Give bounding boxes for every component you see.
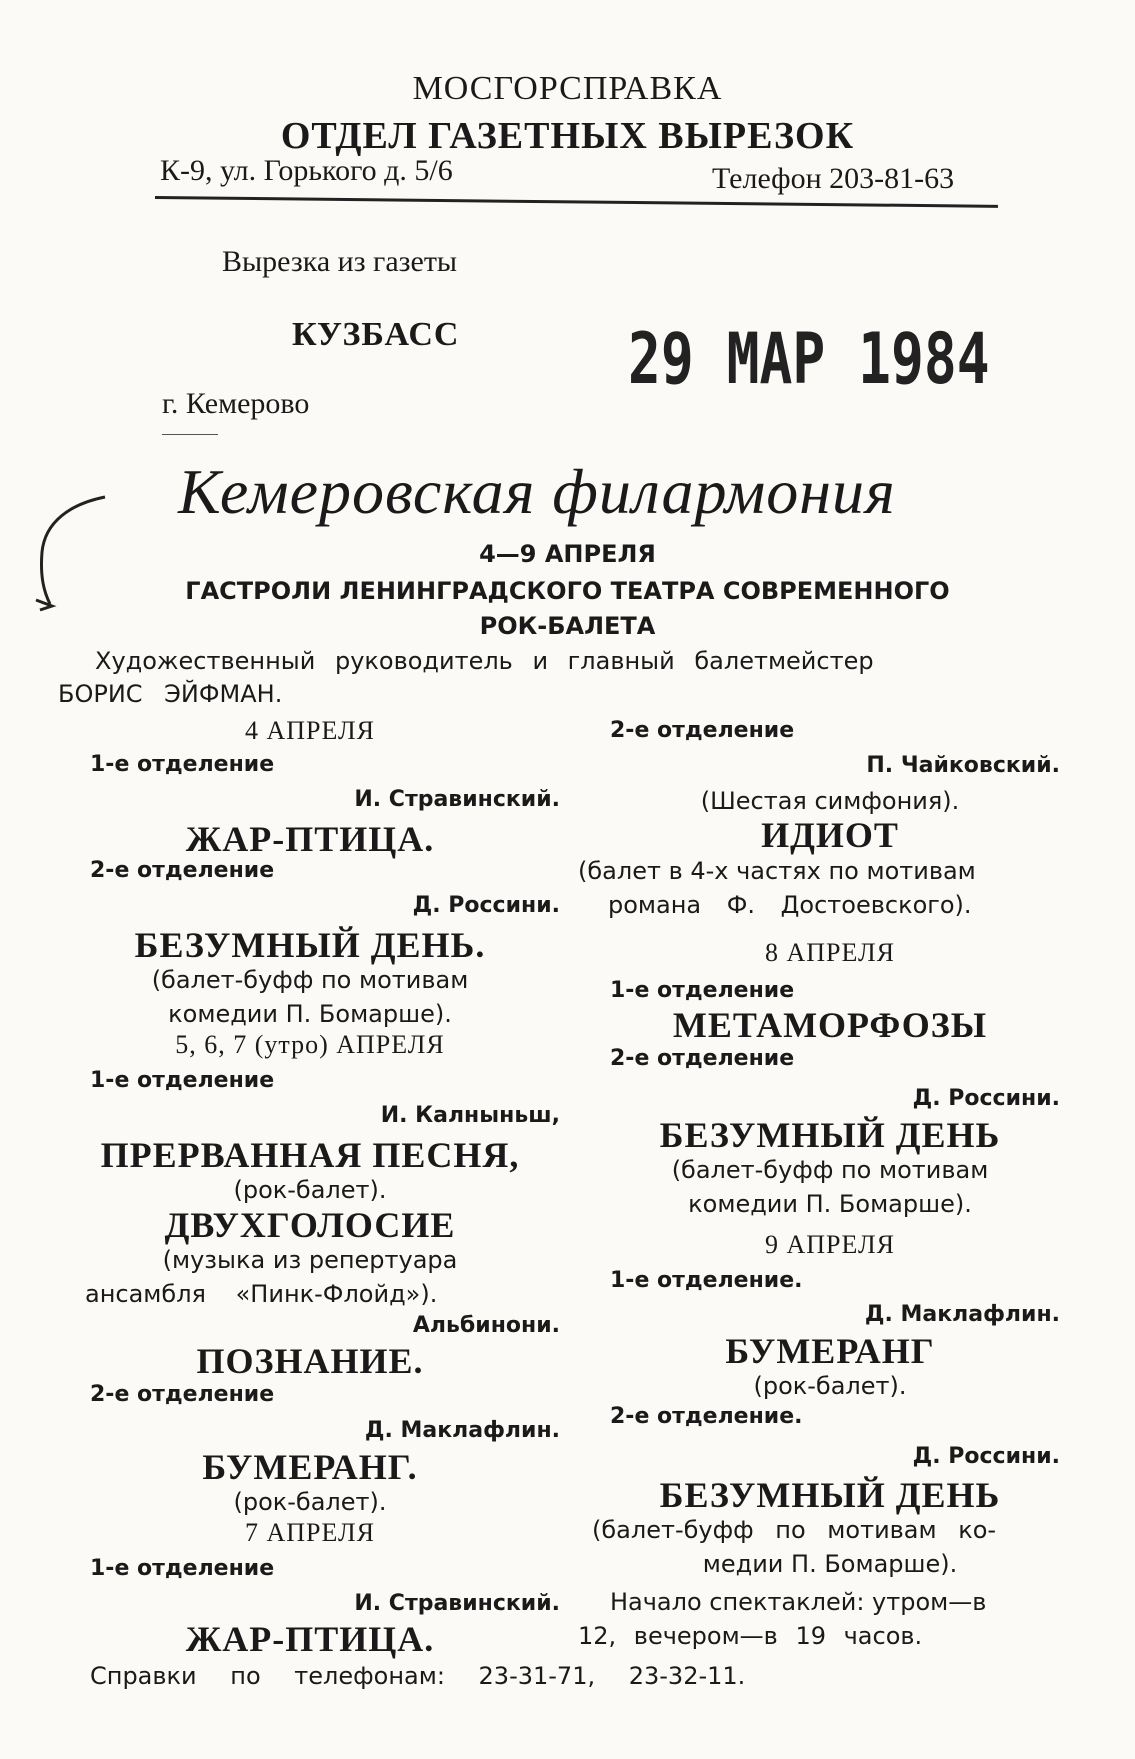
header-org: МОСГОРСПРАВКА: [412, 70, 723, 107]
newspaper-name: КУЗБАСС: [292, 316, 460, 353]
left-work-4: ДВУХГОЛОСИЕ: [164, 1205, 456, 1245]
newspaper-city: г. Кемерово: [162, 387, 310, 420]
right-date-1: 8 АПРЕЛЯ: [764, 938, 896, 967]
left-date-3: 7 АПРЕЛЯ: [244, 1518, 376, 1547]
left-composer-6: Д. Маклафлин.: [364, 1418, 560, 1443]
right-composer-3: Д. Россини.: [912, 1086, 1060, 1111]
director-line1: Художественный руководитель и главный балетмейстер: [95, 647, 874, 675]
director-line2: БОРИС ЭЙФМАН.: [58, 680, 283, 708]
right-note-5a: (балет-буфф по мотивам ко-: [592, 1516, 997, 1544]
article-title: Кемеровская филармония: [178, 456, 896, 527]
left-composer-2: Д. Россини.: [412, 893, 560, 918]
right-work-1: ИДИОТ: [761, 815, 899, 855]
right-schedule-1: Начало спектаклей: утром—в: [610, 1588, 987, 1616]
right-composer-4: Д. Маклафлин.: [864, 1302, 1060, 1327]
left-part-2: 2-е отделение: [90, 858, 275, 883]
header-address: К-9, ул. Горького д. 5/6: [160, 154, 453, 187]
right-composer-5: Д. Россини.: [912, 1444, 1060, 1469]
left-note-2a: (балет-буфф по мотивам: [151, 966, 469, 994]
right-note-3a: (балет-буфф по мотивам: [671, 1156, 989, 1184]
left-part-3: 1-е отделение: [90, 1068, 275, 1093]
left-work-7: ЖАР-ПТИЦА.: [185, 1619, 435, 1659]
tour-headline-line1: ГАСТРОЛИ ЛЕНИНГРАДСКОГО ТЕАТРА СОВРЕМЕННОГО: [185, 577, 950, 605]
right-part-4: 1-е отделение.: [610, 1268, 803, 1293]
left-composer-5: Альбинони.: [412, 1313, 560, 1338]
left-part-1: 1-е отделение: [90, 752, 275, 777]
right-work-3: БЕЗУМНЫЙ ДЕНЬ: [659, 1115, 1001, 1155]
left-date-1: 4 АПРЕЛЯ: [244, 716, 376, 745]
tour-dates: 4—9 АПРЕЛЯ: [479, 540, 656, 568]
right-part-3: 2-е отделение: [610, 1046, 795, 1071]
right-date-2: 9 АПРЕЛЯ: [764, 1230, 896, 1259]
left-composer-3: И. Калныньш,: [380, 1103, 560, 1128]
divider: [162, 434, 218, 435]
tour-headline-line2: РОК-БАЛЕТА: [479, 612, 656, 640]
right-work-2: МЕТАМОРФОЗЫ: [672, 1005, 988, 1045]
right-part-2: 1-е отделение: [610, 978, 795, 1003]
header-department: ОТДЕЛ ГАЗЕТНЫХ ВЫРЕЗОК: [280, 115, 855, 157]
left-note-4b: ансамбля «Пинк-Флойд»).: [85, 1280, 438, 1308]
date-stamp: 29 МАР 1984: [628, 318, 990, 400]
right-part-1: 2-е отделение: [610, 718, 795, 743]
left-date-2: 5, 6, 7 (утро) АПРЕЛЯ: [175, 1030, 445, 1059]
left-part-4: 2-е отделение: [90, 1382, 275, 1407]
right-note-1a: (балет в 4-х частях по мотивам: [578, 857, 976, 885]
left-work-6: БУМЕРАНГ.: [202, 1447, 418, 1487]
left-note-6: (рок-балет).: [233, 1488, 387, 1516]
right-note-4: (рок-балет).: [753, 1372, 907, 1400]
right-schedule-2: 12, вечером—в 19 часов.: [578, 1622, 923, 1650]
right-work-4: БУМЕРАНГ: [725, 1331, 935, 1371]
header-phone: Телефон 203-81-63: [712, 162, 955, 195]
left-part-5: 1-е отделение: [90, 1556, 275, 1581]
left-work-1: ЖАР-ПТИЦА.: [185, 819, 435, 859]
clipping-label: Вырезка из газеты: [222, 245, 458, 278]
left-work-5: ПОЗНАНИЕ.: [196, 1341, 424, 1381]
right-composer-1: П. Чайковский.: [866, 753, 1060, 778]
right-note-1: (Шестая симфония).: [700, 787, 960, 815]
left-work-3: ПРЕРВАННАЯ ПЕСНЯ,: [100, 1135, 520, 1175]
left-composer-1: И. Стравинский.: [354, 787, 560, 812]
right-note-3b: комедии П. Бомарше).: [688, 1190, 972, 1218]
left-note-3: (рок-балет).: [233, 1176, 387, 1204]
right-note-5b: медии П. Бомарше).: [702, 1550, 958, 1578]
left-composer-7: И. Стравинский.: [354, 1591, 560, 1616]
left-note-4a: (музыка из репертуара: [162, 1246, 458, 1274]
left-note-2b: комедии П. Бомарше).: [168, 1000, 452, 1028]
right-note-1b: романа Ф. Достоевского).: [608, 891, 972, 919]
footer-phones: Справки по телефонам: 23-31-71, 23-32-11.: [90, 1662, 746, 1690]
left-work-2: БЕЗУМНЫЙ ДЕНЬ.: [134, 925, 486, 965]
header-rule: [155, 196, 998, 208]
right-part-5: 2-е отделение.: [610, 1404, 803, 1429]
right-work-5: БЕЗУМНЫЙ ДЕНЬ: [659, 1475, 1001, 1515]
